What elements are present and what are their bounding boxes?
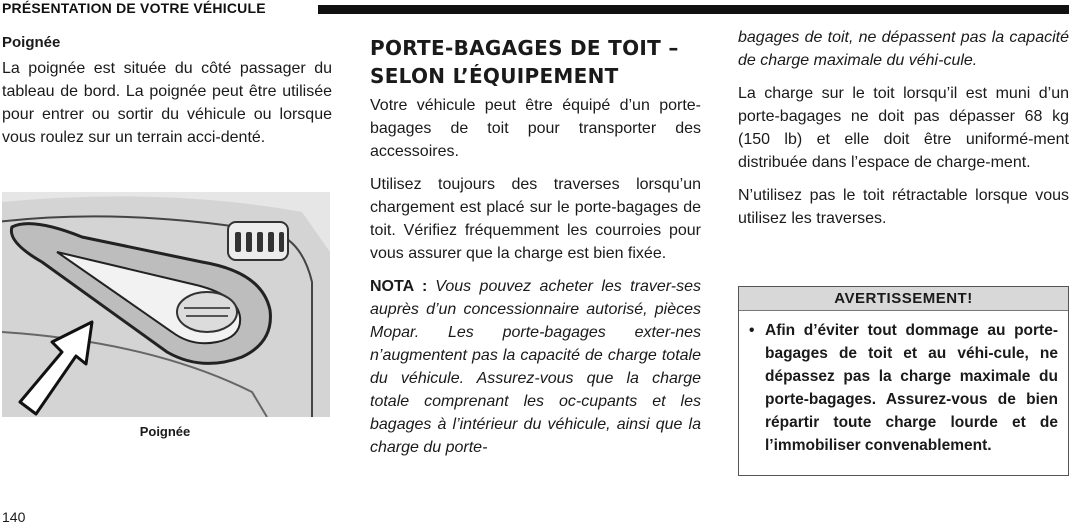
- section-title-line1: PORTE-BAGAGES DE TOIT –: [370, 36, 679, 60]
- sunroof-paragraph: N’utilisez pas le toit rétractable lorsque vous utilisez les traverses.: [738, 187, 1069, 227]
- warning-heading: AVERTISSEMENT!: [739, 287, 1068, 311]
- left-column: [2, 26, 332, 159]
- right-column: [738, 26, 1069, 240]
- note-label: NOTA :: [370, 278, 428, 295]
- note-paragraph: [370, 275, 701, 459]
- figure-caption: Poignée: [139, 424, 191, 439]
- vent-grille: [228, 222, 288, 260]
- page-number: 140: [2, 509, 26, 525]
- continued-note-text: bagages de toit, ne dépassent pas la capacité de charge maximale du véhi-cule.: [738, 29, 1069, 69]
- warning-item: [739, 311, 1068, 457]
- section-title: [370, 34, 701, 90]
- grab-handle-illustration: [2, 192, 330, 417]
- crossbars-paragraph: Utilisez toujours des traverses lorsqu’un chargement est placé sur le porte-bagages de toit. Vérifiez fréquemment les courroies pour vous assurer que la charge est bien fixée.: [370, 176, 701, 262]
- middle-column: [370, 26, 701, 469]
- bullet-icon: •: [749, 322, 755, 339]
- warning-box: [738, 286, 1069, 476]
- section-subheading: Poignée: [2, 34, 61, 51]
- grab-handle-drawing: [2, 192, 330, 417]
- note-text: Vous pouvez acheter les traver-ses auprès d’un concessionnaire autorisé, pièces Mopar. Les porte-bagages exter-nes n’augmentent pas la capacité de charge totale du véhicule. Assurez-vous que la charge totale comprenant les oc-cupants et les bagages à l’intérieur du véhicule, ainsi que la charge du porte-: [370, 278, 701, 456]
- page-header-title: PRÉSENTATION DE VOTRE VÉHICULE: [2, 0, 266, 16]
- warning-text: Afin d’éviter tout dommage au porte-bagages de toit et au véhi-cule, ne dépassez pas la charge maximale du porte-bagages. Assurez-vous de bien répartir toute charge lourde et de l’immobiliser convenablement.: [765, 322, 1058, 454]
- header-rule: [318, 5, 1069, 14]
- load-limit-paragraph: La charge sur le toit lorsqu’il est muni d’un porte-bagages ne doit pas dépasser 68 kg (150 lb) et elle doit être uniformé-ment distribuée dans l’espace de charge-ment.: [738, 85, 1069, 171]
- roof-rack-intro: Votre véhicule peut être équipé d’un porte-bagages de toit pour transporter des accessoires.: [370, 97, 701, 160]
- handle-paragraph: La poignée est située du côté passager du tableau de bord. La poignée peut être utilisée pour entrer ou sortir du véhicule ou lorsque vous roulez sur un terrain acci-denté.: [2, 60, 332, 146]
- section-title-line2: SELON L’ÉQUIPEMENT: [370, 64, 619, 88]
